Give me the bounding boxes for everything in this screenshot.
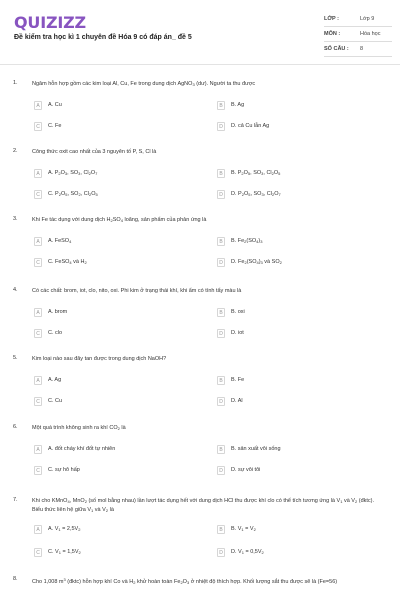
option-letter-box[interactable]: D (217, 122, 225, 131)
meta-subject-label: MÔN : (324, 31, 341, 37)
option-text: B. Fe (231, 377, 245, 383)
option-letter-box[interactable]: A (34, 169, 42, 178)
question-text: Khi Fe tác dụng với dung dịch $H_2SO_4$ loãng, sản phẩm của phản ứng là (32, 217, 207, 223)
question-text: Có các chất: brom, iot, clo, nito, oxi. Phi kim ở trạng thái khí, khi ẩm có tính tẩy màu là (32, 288, 242, 294)
option-letter-box[interactable]: D (217, 397, 225, 406)
option-text: A. brom (48, 309, 68, 315)
option-text: C. clo (48, 330, 63, 336)
meta-count-value: 8 (360, 46, 364, 52)
question-number: 8. (13, 576, 18, 582)
header-divider (0, 64, 400, 65)
option-letter-box[interactable]: A (34, 445, 42, 454)
option-letter-box[interactable]: A (34, 308, 42, 317)
option-letter-box[interactable]: D (217, 548, 225, 557)
option-letter-box[interactable]: C (34, 122, 42, 131)
option-text: A. Ag (48, 377, 62, 383)
meta-divider (324, 26, 392, 27)
meta-count-label: SỐ CÂU : (324, 46, 349, 52)
option-letter-box[interactable]: A (34, 101, 42, 110)
question-number: 4. (13, 287, 18, 293)
quizizz-logo: QUIZIZZ (14, 13, 86, 32)
option-letter-box[interactable]: C (34, 466, 42, 475)
question-number: 5. (13, 355, 18, 361)
question-number: 6. (13, 424, 18, 430)
option-letter-box[interactable]: D (217, 258, 225, 267)
question-text: Công thức oxit cao nhất của 3 nguyên tố P, S, Cl là (32, 149, 157, 155)
option-text: D. $Fe_2(SO_4)_3$ và $SO_2$ (231, 259, 282, 265)
option-letter-box[interactable]: C (34, 258, 42, 267)
option-letter-box[interactable]: A (34, 237, 42, 246)
meta-divider (324, 56, 392, 57)
option-text: C. sự hô hấp (48, 467, 80, 473)
option-text: C. $V_1 = 1,5V_2$ (48, 549, 81, 555)
question-text: Một quá trình không sinh ra khí $CO_2$ là (32, 425, 126, 431)
option-letter-box[interactable]: A (34, 376, 42, 385)
option-letter-box[interactable]: B (217, 376, 225, 385)
option-text: D. Al (231, 398, 243, 404)
option-letter-box[interactable]: C (34, 548, 42, 557)
option-letter-box[interactable]: C (34, 397, 42, 406)
question-number: 3. (13, 216, 18, 222)
option-text: D. $P_2O_5$, $SO_3$, $Cl_2O_7$ (231, 191, 281, 197)
question-number: 2. (13, 148, 18, 154)
option-text: A. $V_1 = 2,5V_2$ (48, 526, 81, 532)
option-letter-box[interactable]: B (217, 308, 225, 317)
meta-grade-value: Lớp 9 (360, 16, 375, 22)
option-letter-box[interactable]: C (34, 329, 42, 338)
option-text: A. $P_2O_3$, $SO_3$, $Cl_2O_7$ (48, 170, 98, 176)
question-text: Khi cho KMnO$_4$, MnO$_2$ (số mol bằng nhau) lần lượt tác dụng hết với dung dịch HCl thu được khí clo có thể tích tương ứng là $V_1$ và $V_2$ (đktc). Biểu thức liên hệ giữa $V_1$ và $V_2$ là (32, 498, 375, 513)
meta-grade-label: LỚP : (324, 16, 339, 22)
worksheet-header (0, 0, 400, 62)
option-letter-box[interactable]: D (217, 190, 225, 199)
option-text: C. Cu (48, 398, 63, 404)
option-text: C. $P_2O_5$, $SO_2$, $Cl_2O_5$ (48, 191, 98, 197)
question-text: Ngâm hỗn hợp gồm các kim loại Al, Cu, Fe trong dung dịch AgNO$_3$ (dư). Người ta thu được (32, 81, 256, 87)
question-text: Kim loại nào sau đây tan được trong dung dịch NaOH? (32, 356, 167, 362)
option-text: B. Ag (231, 102, 245, 108)
option-text: A. FeSO$_4$ (48, 238, 72, 244)
option-letter-box[interactable]: B (217, 525, 225, 534)
option-text: D. sự vôi tôi (231, 467, 261, 473)
option-text: B. $P_2O_5$, $SO_3$, $Cl_2O_5$ (231, 170, 281, 176)
option-letter-box[interactable]: D (217, 466, 225, 475)
worksheet-title: Đề kiểm tra học kì 1 chuyên đề Hóa 9 có đáp án_ đề 5 (14, 34, 192, 41)
option-letter-box[interactable]: A (34, 525, 42, 534)
option-letter-box[interactable]: D (217, 329, 225, 338)
option-text: B. $Fe_2(SO_4)_3$ (231, 238, 263, 244)
meta-divider (324, 41, 392, 42)
option-text: C. FeSO$_4$ và $H_2$ (48, 259, 87, 265)
option-text: D. iot (231, 330, 244, 336)
option-letter-box[interactable]: B (217, 237, 225, 246)
meta-subject-value: Hóa học (360, 31, 381, 37)
option-text: B. sản xuất vôi sống (231, 446, 281, 452)
option-text: B. $V_1 = V_2$ (231, 526, 256, 532)
question-number: 1. (13, 80, 18, 86)
question-text: Cho 1,008 $m^3$ (đktc) hỗn hợp khí Co và $H_2$ khử hoàn toàn $Fe_2O_3$ ở nhiệt độ thích hợp. Khối lượng sắt thu được sẽ là (Fe=56) (32, 577, 338, 585)
option-text: D. $V_1 = 0,5V_2$ (231, 549, 264, 555)
option-text: A. đốt cháy khí đốt tự nhiên (48, 446, 116, 452)
option-letter-box[interactable]: C (34, 190, 42, 199)
option-letter-box[interactable]: B (217, 169, 225, 178)
question-number: 7. (13, 497, 18, 503)
option-text: A. Cu (48, 102, 62, 108)
option-text: B. oxi (231, 309, 245, 315)
option-letter-box[interactable]: B (217, 101, 225, 110)
option-text: D. cả Cu lẫn Ag (231, 123, 270, 129)
option-letter-box[interactable]: B (217, 445, 225, 454)
option-text: C. Fe (48, 123, 62, 129)
